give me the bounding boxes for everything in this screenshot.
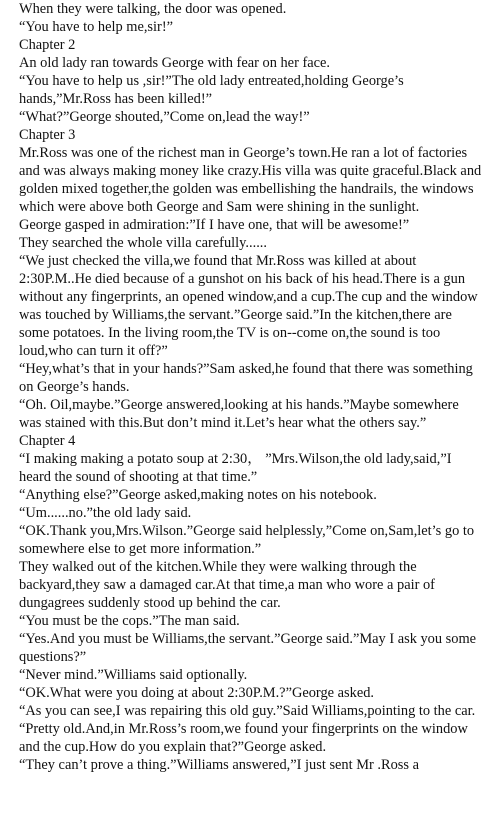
paragraph-11: “Oh. Oil,maybe.”George answered,looking at his hands.”Maybe somewhere was stained with this.But don’t mind it.Let’s hear what the others say.” — [19, 397, 459, 431]
paragraph-10: “Hey,what’s that in your hands?”Sam asked,he found that there was something on George’s hands. — [19, 361, 473, 395]
paragraph-7: George gasped in admiration:”If I have one, that will be awesome!” — [19, 217, 410, 233]
paragraph-5: “What?”George shouted,”Come on,lead the way!” — [19, 109, 310, 125]
chapter-heading-3: Chapter 3 — [19, 127, 76, 143]
paragraph-2: “You have to help me,sir!” — [19, 19, 174, 35]
paragraph-23: “They can’t prove a thing.”Williams answered,”I just sent Mr .Ross a — [19, 757, 419, 773]
paragraph-21: “As you can see,I was repairing this old guy.”Said Williams,pointing to the car. — [19, 703, 476, 719]
paragraph-14: “Um......no.”the old lady said. — [19, 505, 192, 521]
paragraph-20: “OK.What were you doing at about 2:30P.M.?”George asked. — [19, 685, 375, 701]
chapter-heading-2: Chapter 2 — [19, 37, 76, 53]
paragraph-9: “We just checked the villa,we found that Mr.Ross was killed at about 2:30P.M..He died because of a gunshot on his back of his head.There is a gun without any fingerprints, an opened window,and a cup.The cup and the window was touched by Williams,the servant.”George said.”In the kitchen,there are some potatoes. In the living room,the TV is on--come on,the sound is too loud,who can turn it off?” — [19, 253, 478, 359]
paragraph-3: An old lady ran towards George with fear on her face. — [19, 55, 331, 71]
paragraph-1: When they were talking, the door was opened. — [19, 1, 287, 17]
chapter-heading-4: Chapter 4 — [19, 433, 76, 449]
paragraph-12: “I making making a potato soup at 2:30， ”Mrs.Wilson,the old lady,said,”I heard the sound of shooting at that time.” — [19, 451, 452, 485]
paragraph-13: “Anything else?”George asked,making notes on his notebook. — [19, 487, 377, 503]
paragraph-16: They walked out of the kitchen.While they were walking through the backyard,they saw a damaged car.At that time,a man who wore a pair of dungagrees suddenly stood up behind the car. — [19, 559, 435, 611]
paragraph-8: They searched the whole villa carefully...... — [19, 235, 267, 251]
paragraph-18: “Yes.And you must be Williams,the servant.”George said.”May I ask you some questions?” — [19, 631, 477, 665]
paragraph-22: “Pretty old.And,in Mr.Ross’s room,we found your fingerprints on the window and the cup.How do you explain that?”George asked. — [19, 721, 468, 755]
paragraph-4: “You have to help us ,sir!”The old lady entreated,holding George’s hands,”Mr.Ross has been killed!” — [19, 73, 404, 107]
paragraph-19: “Never mind.”Williams said optionally. — [19, 667, 248, 683]
paragraph-15: “OK.Thank you,Mrs.Wilson.”George said helplessly,”Come on,Sam,let’s go to somewhere else to get more information.” — [19, 523, 475, 557]
paragraph-6: Mr.Ross was one of the richest man in George’s town.He ran a lot of factories and was always making money like crazy.His villa was quite graceful.Black and golden mixed together,the golden was embellishing the handrails, the windows which were above both George and Sam were shining in the sunlight. — [19, 145, 482, 215]
paragraph-17: “You must be the cops.”The man said. — [19, 613, 240, 629]
